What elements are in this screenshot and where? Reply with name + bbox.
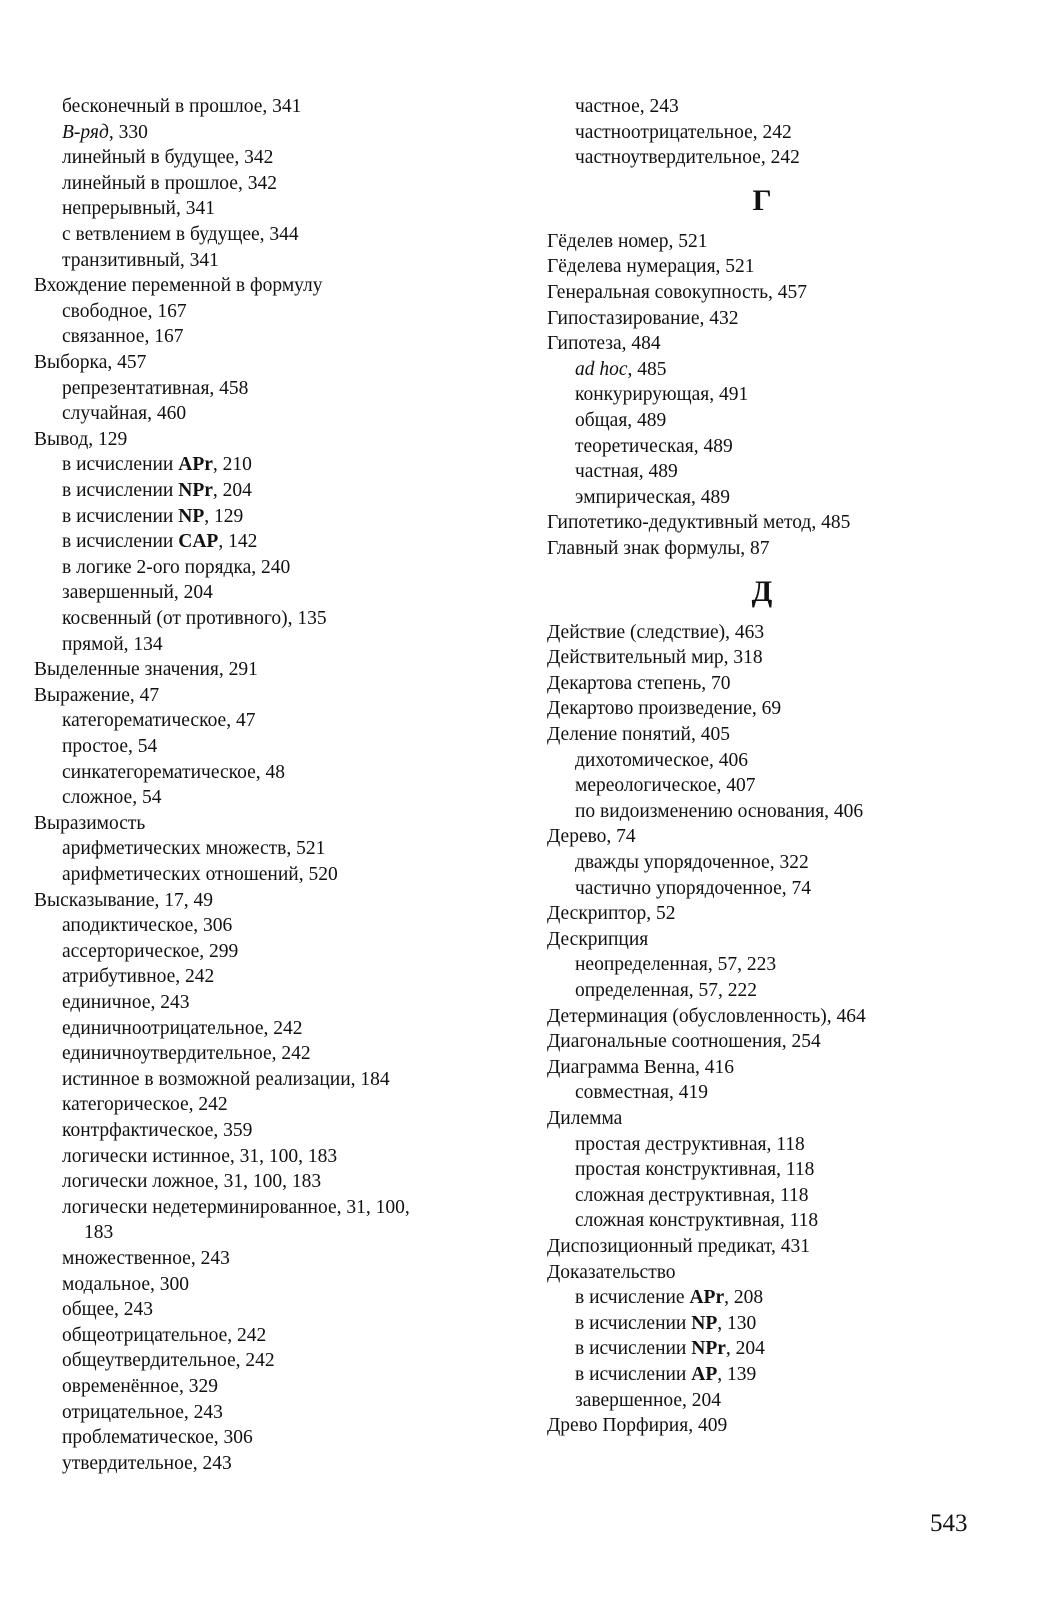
entry-text: Дескриптор, 52 (547, 903, 676, 925)
entry-text: 183 (84, 1222, 114, 1244)
index-entry (547, 254, 755, 280)
entry-text: в исчисление (575, 1287, 690, 1309)
index-subentry (575, 799, 863, 825)
index-subentry (62, 529, 257, 555)
index-subentry (62, 1297, 153, 1323)
entry-text: неопределенная, 57, 223 (575, 954, 777, 976)
entry-bold-term: AP (691, 1364, 718, 1385)
entry-text: Действительный мир, 318 (547, 647, 763, 669)
entry-italic-term: ad hoc (575, 358, 628, 380)
entry-text: конкурирующая, 491 (575, 384, 749, 406)
index-entry (547, 1055, 734, 1081)
entry-text: , 204 (212, 480, 252, 501)
entry-text: Древо Порфирия, 409 (547, 1415, 728, 1437)
entry-text: , 129 (204, 505, 244, 527)
entry-text: Декартово произведение, 69 (547, 698, 782, 720)
index-subentry (62, 1323, 266, 1349)
entry-text: Диаграмма Венна, 416 (547, 1056, 735, 1078)
entry-text: Гипотеза, 484 (547, 333, 661, 355)
index-subentry (62, 1348, 275, 1374)
index-entry (547, 620, 764, 646)
entry-text: , 330 (108, 121, 148, 143)
entry-text: единичноотрицательное, 242 (62, 1017, 303, 1039)
index-subentry (62, 862, 338, 888)
entry-text: множественное, 243 (62, 1248, 230, 1269)
index-subentry (575, 773, 756, 799)
entry-text: совместная, 419 (575, 1082, 708, 1104)
index-subentry (62, 913, 232, 939)
entry-text: простое, 54 (62, 736, 158, 757)
entry-text: Деление понятий, 405 (547, 724, 730, 745)
index-subentry (62, 478, 252, 504)
entry-text: случайная, 460 (62, 403, 187, 425)
index-entry (547, 510, 850, 536)
entry-bold-term: NP (178, 505, 205, 527)
entry-text: общеутвердительное, 242 (62, 1350, 275, 1372)
index-subentry (62, 94, 301, 120)
index-subentry (62, 120, 148, 146)
entry-text: , 204 (725, 1338, 765, 1360)
index-entry (34, 427, 127, 453)
entry-text: логически ложное, 31, 100, 183 (62, 1171, 322, 1193)
entry-text: общеотрицательное, 242 (62, 1324, 267, 1346)
index-subentry (575, 1132, 805, 1158)
index-subentry (575, 408, 666, 434)
entry-text: в исчислении (575, 1338, 692, 1360)
index-subentry (575, 1362, 756, 1388)
index-entry (547, 1106, 622, 1132)
entry-text: Гипостазирование, 432 (547, 307, 739, 329)
entry-text: непрерывный, 341 (62, 198, 215, 220)
index-subentry (62, 1067, 390, 1093)
entry-text: в исчислении (62, 505, 179, 527)
entry-text: в исчислении (62, 480, 179, 501)
entry-text: Вхождение переменной в формулу (34, 275, 323, 297)
entry-text: простая деструктивная, 118 (575, 1133, 805, 1155)
index-entry (34, 811, 145, 837)
index-subentry (62, 1016, 303, 1042)
entry-text: Дерево, 74 (547, 826, 636, 848)
entry-text: модальное, 300 (62, 1273, 189, 1295)
entry-text: арифметических отношений, 520 (62, 864, 338, 885)
entry-text: в исчислении (575, 1364, 692, 1385)
entry-text: Дилемма (547, 1108, 623, 1129)
index-subentry (62, 401, 186, 427)
entry-text: , 208 (724, 1287, 764, 1309)
index-subentry (62, 606, 327, 632)
index-entry (34, 350, 146, 376)
index-subentry (62, 1144, 337, 1170)
index-subentry (575, 94, 679, 120)
entry-text: истинное в возможной реализации, 184 (62, 1068, 390, 1090)
entry-text: Главный знак формулы, 87 (547, 538, 770, 559)
entry-text: в исчислении (62, 454, 179, 476)
entry-text: определенная, 57, 222 (575, 980, 758, 1001)
index-subentry (62, 1374, 218, 1400)
index-subentry (575, 357, 667, 383)
index-entry (547, 671, 731, 697)
entry-text: , 139 (717, 1364, 757, 1385)
entry-text: транзитивный, 341 (62, 249, 219, 271)
entry-text: Вывод, 129 (34, 428, 128, 450)
index-subentry (575, 1183, 809, 1209)
entry-text: по видоизменению основания, 406 (575, 800, 864, 822)
index-subentry (62, 734, 157, 760)
index-subentry (62, 452, 252, 478)
entry-text: мереологическое, 407 (575, 775, 756, 797)
entry-text: отрицательное, 243 (62, 1401, 223, 1423)
entry-text: Генеральная совокупность, 457 (547, 282, 808, 303)
entry-text: Гипотетико-дедуктивный метод, 485 (547, 512, 851, 534)
index-entry (547, 1004, 866, 1030)
index-subentry (575, 748, 748, 774)
index-entry (547, 280, 807, 306)
entry-text: частноотрицательное, 242 (575, 121, 792, 143)
entry-text: ассерторическое, 299 (62, 940, 239, 962)
index-entry (547, 229, 708, 255)
entry-text: частное, 243 (575, 96, 679, 117)
entry-text: Диагональные соотношения, 254 (547, 1031, 821, 1053)
index-subentry (575, 978, 757, 1004)
index-subentry (575, 1285, 763, 1311)
index-subentry (575, 382, 748, 408)
index-entry (547, 1029, 821, 1055)
index-subentry (62, 1400, 223, 1426)
entry-bold-term: CAP (178, 531, 219, 553)
entry-text: общее, 243 (62, 1299, 153, 1321)
index-subentry (62, 964, 214, 990)
entry-text: , 210 (212, 454, 252, 476)
index-subentry (575, 850, 809, 876)
index-subentry (62, 555, 290, 581)
entry-text: утвердительное, 243 (62, 1452, 232, 1474)
entry-text: частная, 489 (575, 461, 678, 483)
index-subentry (575, 1080, 708, 1106)
index-subentry (62, 632, 163, 658)
entry-text: единичное, 243 (62, 992, 190, 1013)
entry-text: сложная конструктивная, 118 (575, 1210, 819, 1232)
entry-bold-term: NP (691, 1312, 718, 1334)
entry-text: простая конструктивная, 118 (575, 1159, 815, 1181)
entry-text: частноутвердительное, 242 (575, 147, 800, 169)
index-entry (547, 1234, 810, 1260)
entry-text: Выделенные значения, 291 (34, 659, 258, 681)
entry-italic-term: B-ряд (62, 121, 109, 143)
index-entry (547, 696, 781, 722)
entry-bold-term: NPr (691, 1338, 726, 1360)
page-number: 543 (930, 1510, 968, 1537)
index-subentry (575, 876, 811, 902)
index-subentry (62, 1246, 230, 1272)
entry-text: косвенный (от противного), 135 (62, 608, 327, 629)
index-subentry (84, 1220, 113, 1246)
entry-text: Высказывание, 17, 49 (34, 889, 214, 911)
entry-text: логически истинное, 31, 100, 183 (62, 1145, 338, 1167)
index-subentry (575, 485, 730, 511)
index-entry (547, 536, 770, 562)
entry-text: завершенный, 204 (62, 582, 213, 604)
index-subentry (62, 1451, 232, 1477)
index-entry (34, 888, 213, 914)
entry-text: единичноутвердительное, 242 (62, 1043, 311, 1065)
index-entry (547, 722, 730, 748)
index-entry (547, 824, 636, 850)
index-subentry (62, 299, 187, 325)
entry-text: Гёделева нумерация, 521 (547, 256, 755, 278)
index-subentry (62, 1195, 410, 1221)
entry-text: частично упорядоченное, 74 (575, 877, 811, 899)
index-subentry (575, 434, 733, 460)
entry-text: Диспозиционный предикат, 431 (547, 1236, 810, 1257)
index-subentry (62, 376, 248, 402)
entry-text: , 130 (717, 1312, 757, 1334)
index-subentry (62, 504, 243, 530)
index-subentry (575, 952, 776, 978)
index-entry (547, 306, 738, 332)
entry-text: аподиктическое, 306 (62, 915, 233, 937)
index-subentry (575, 120, 792, 146)
entry-text: категорематическое, 47 (62, 710, 256, 732)
entry-text: бесконечный в прошлое, 341 (62, 96, 302, 117)
index-subentry (62, 171, 277, 197)
index-subentry (575, 1311, 756, 1337)
entry-text: репрезентативная, 458 (62, 377, 249, 399)
index-subentry (62, 760, 285, 786)
entry-text: дважды упорядоченное, 322 (575, 852, 809, 873)
index-subentry (575, 1157, 814, 1183)
index-entry (547, 331, 661, 357)
entry-text: Дескрипция (547, 928, 649, 950)
entry-text: атрибутивное, 242 (62, 966, 215, 988)
index-subentry (575, 459, 678, 485)
entry-text: категорическое, 242 (62, 1094, 228, 1116)
index-subentry (62, 1092, 228, 1118)
index-entry (547, 1260, 676, 1286)
entry-text: Действие (следствие), 463 (547, 621, 765, 643)
index-entry (547, 1413, 727, 1439)
entry-text: Выразимость (34, 812, 146, 834)
entry-text: овременённое, 329 (62, 1376, 218, 1397)
index-subentry (575, 1388, 721, 1414)
index-subentry (62, 580, 213, 606)
index-subentry (575, 1336, 765, 1362)
entry-text: Выражение, 47 (34, 684, 160, 706)
index-entry (547, 645, 763, 671)
entry-text: прямой, 134 (62, 633, 163, 655)
entry-bold-term: NPr (178, 480, 213, 501)
index-subentry (62, 248, 219, 274)
entry-text: в исчислении (62, 531, 179, 553)
index-entry (34, 683, 159, 709)
index-entry (547, 927, 648, 953)
index-subentry (62, 1272, 189, 1298)
entry-text: в исчислении (575, 1312, 692, 1334)
index-subentry (62, 1425, 253, 1451)
index-subentry (62, 1169, 321, 1195)
entry-text: линейный в будущее, 342 (62, 147, 274, 169)
index-subentry (62, 939, 238, 965)
entry-text: арифметических множеств, 521 (62, 838, 326, 860)
index-subentry (62, 196, 215, 222)
entry-text: сложная деструктивная, 118 (575, 1184, 809, 1206)
index-subentry (62, 145, 273, 171)
entry-text: проблематическое, 306 (62, 1427, 253, 1449)
entry-text: Выборка, 457 (34, 352, 147, 373)
entry-text: дихотомическое, 406 (575, 749, 749, 771)
entry-text: Гёделев номер, 521 (547, 230, 708, 252)
entry-text: Доказательство (547, 1261, 676, 1283)
index-subentry (62, 1041, 311, 1067)
entry-text: Детерминация (обусловленность), 464 (547, 1005, 866, 1027)
entry-text: в логике 2-ого порядка, 240 (62, 556, 291, 578)
index-entry (34, 657, 258, 683)
entry-text: завершенное, 204 (575, 1389, 722, 1411)
entry-text: свободное, 167 (62, 300, 187, 322)
section-letter: Г (752, 183, 772, 217)
entry-text: связанное, 167 (62, 326, 184, 348)
entry-text: теоретическая, 489 (575, 435, 733, 457)
entry-text: общая, 489 (575, 410, 667, 431)
entry-text: контрфактическое, 359 (62, 1120, 253, 1141)
section-letter: Д (751, 574, 773, 608)
index-subentry (62, 708, 255, 734)
index-subentry (62, 324, 183, 350)
index-entry (34, 273, 323, 299)
index-subentry (62, 1118, 252, 1144)
entry-text: , 142 (218, 531, 258, 553)
index-subentry (62, 785, 161, 811)
entry-bold-term: APr (689, 1287, 725, 1309)
index-subentry (575, 145, 800, 171)
index-entry (547, 901, 675, 927)
entry-text: с ветвлением в будущее, 344 (62, 224, 299, 245)
entry-text: логически недетерминированное, 31, 100, (62, 1196, 410, 1218)
entry-text: эмпирическая, 489 (575, 486, 731, 508)
entry-bold-term: APr (178, 454, 213, 476)
index-subentry (62, 836, 325, 862)
entry-text: линейный в прошлое, 342 (62, 172, 277, 194)
entry-text: , 485 (627, 358, 667, 380)
entry-text: Декартова степень, 70 (547, 672, 731, 694)
index-subentry (575, 1208, 818, 1234)
entry-text: синкатегорематическое, 48 (62, 761, 285, 783)
index-subentry (62, 222, 299, 248)
index-subentry (62, 990, 190, 1016)
entry-text: сложное, 54 (62, 787, 162, 809)
